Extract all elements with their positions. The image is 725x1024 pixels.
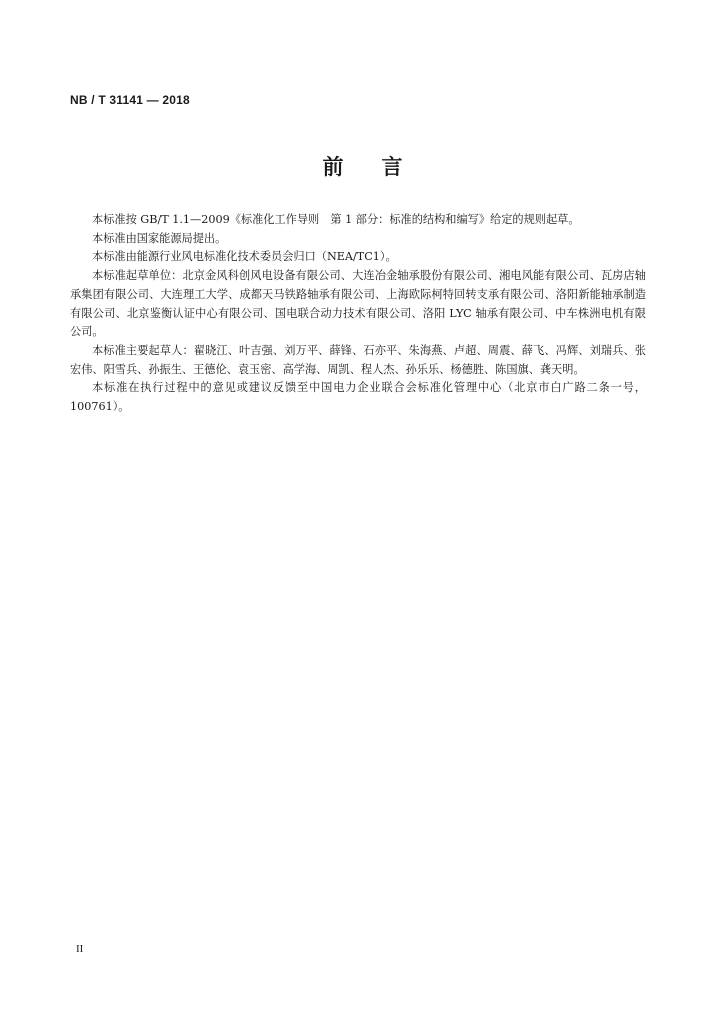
paragraph-drafting-units: 本标准起草单位：北京金风科创风电设备有限公司、大连冶金轴承股份有限公司、湘电风能有限公司、瓦房店轴承集团有限公司、大连理工大学、成都天马铁路轴承有限公司、上海欧际柯特回转支承有限公司、洛阳新能轴承制造有限公司、北京鉴衡认证中心有限公司、国电联合动力技术有限公司、洛阳 LYC 轴承有限公司、中车株洲电机有限公司。 (70, 269, 646, 339)
paragraph-main-drafters: 本标准主要起草人：翟晓江、叶吉强、刘万平、薛锋、石亦平、朱海燕、卢超、周震、薛飞、冯辉、刘瑞兵、张宏伟、阳雪兵、孙振生、王德伦、袁玉密、高学海、周凯、程人杰、孙乐乐、杨德胜、陈国旗、龚天明。 (70, 343, 646, 376)
page-title (0, 151, 725, 181)
title-char-1: 前 (322, 155, 344, 179)
paragraph-under-jurisdiction: 本标准由能源行业风电标准化技术委员会归口（NEA/TC1）。 (92, 250, 397, 264)
paragraph-drafting-rules: 本标准按 GB/T 1.1—2009《标准化工作导则 第 1 部分：标准的结构和编写》给定的规则起草。 (92, 213, 580, 226)
document-number: NB / T 31141 — 2018 (70, 93, 190, 107)
foreword-body (70, 211, 646, 417)
title-char-2: 言 (381, 155, 403, 179)
page-number: II (76, 943, 84, 955)
paragraph-proposed-by: 本标准由国家能源局提出。 (92, 231, 227, 245)
paragraph-feedback: 本标准在执行过程中的意见或建议反馈至中国电力企业联合会标准化管理中心（北京市白广路二条一号，100761）。 (70, 381, 646, 414)
